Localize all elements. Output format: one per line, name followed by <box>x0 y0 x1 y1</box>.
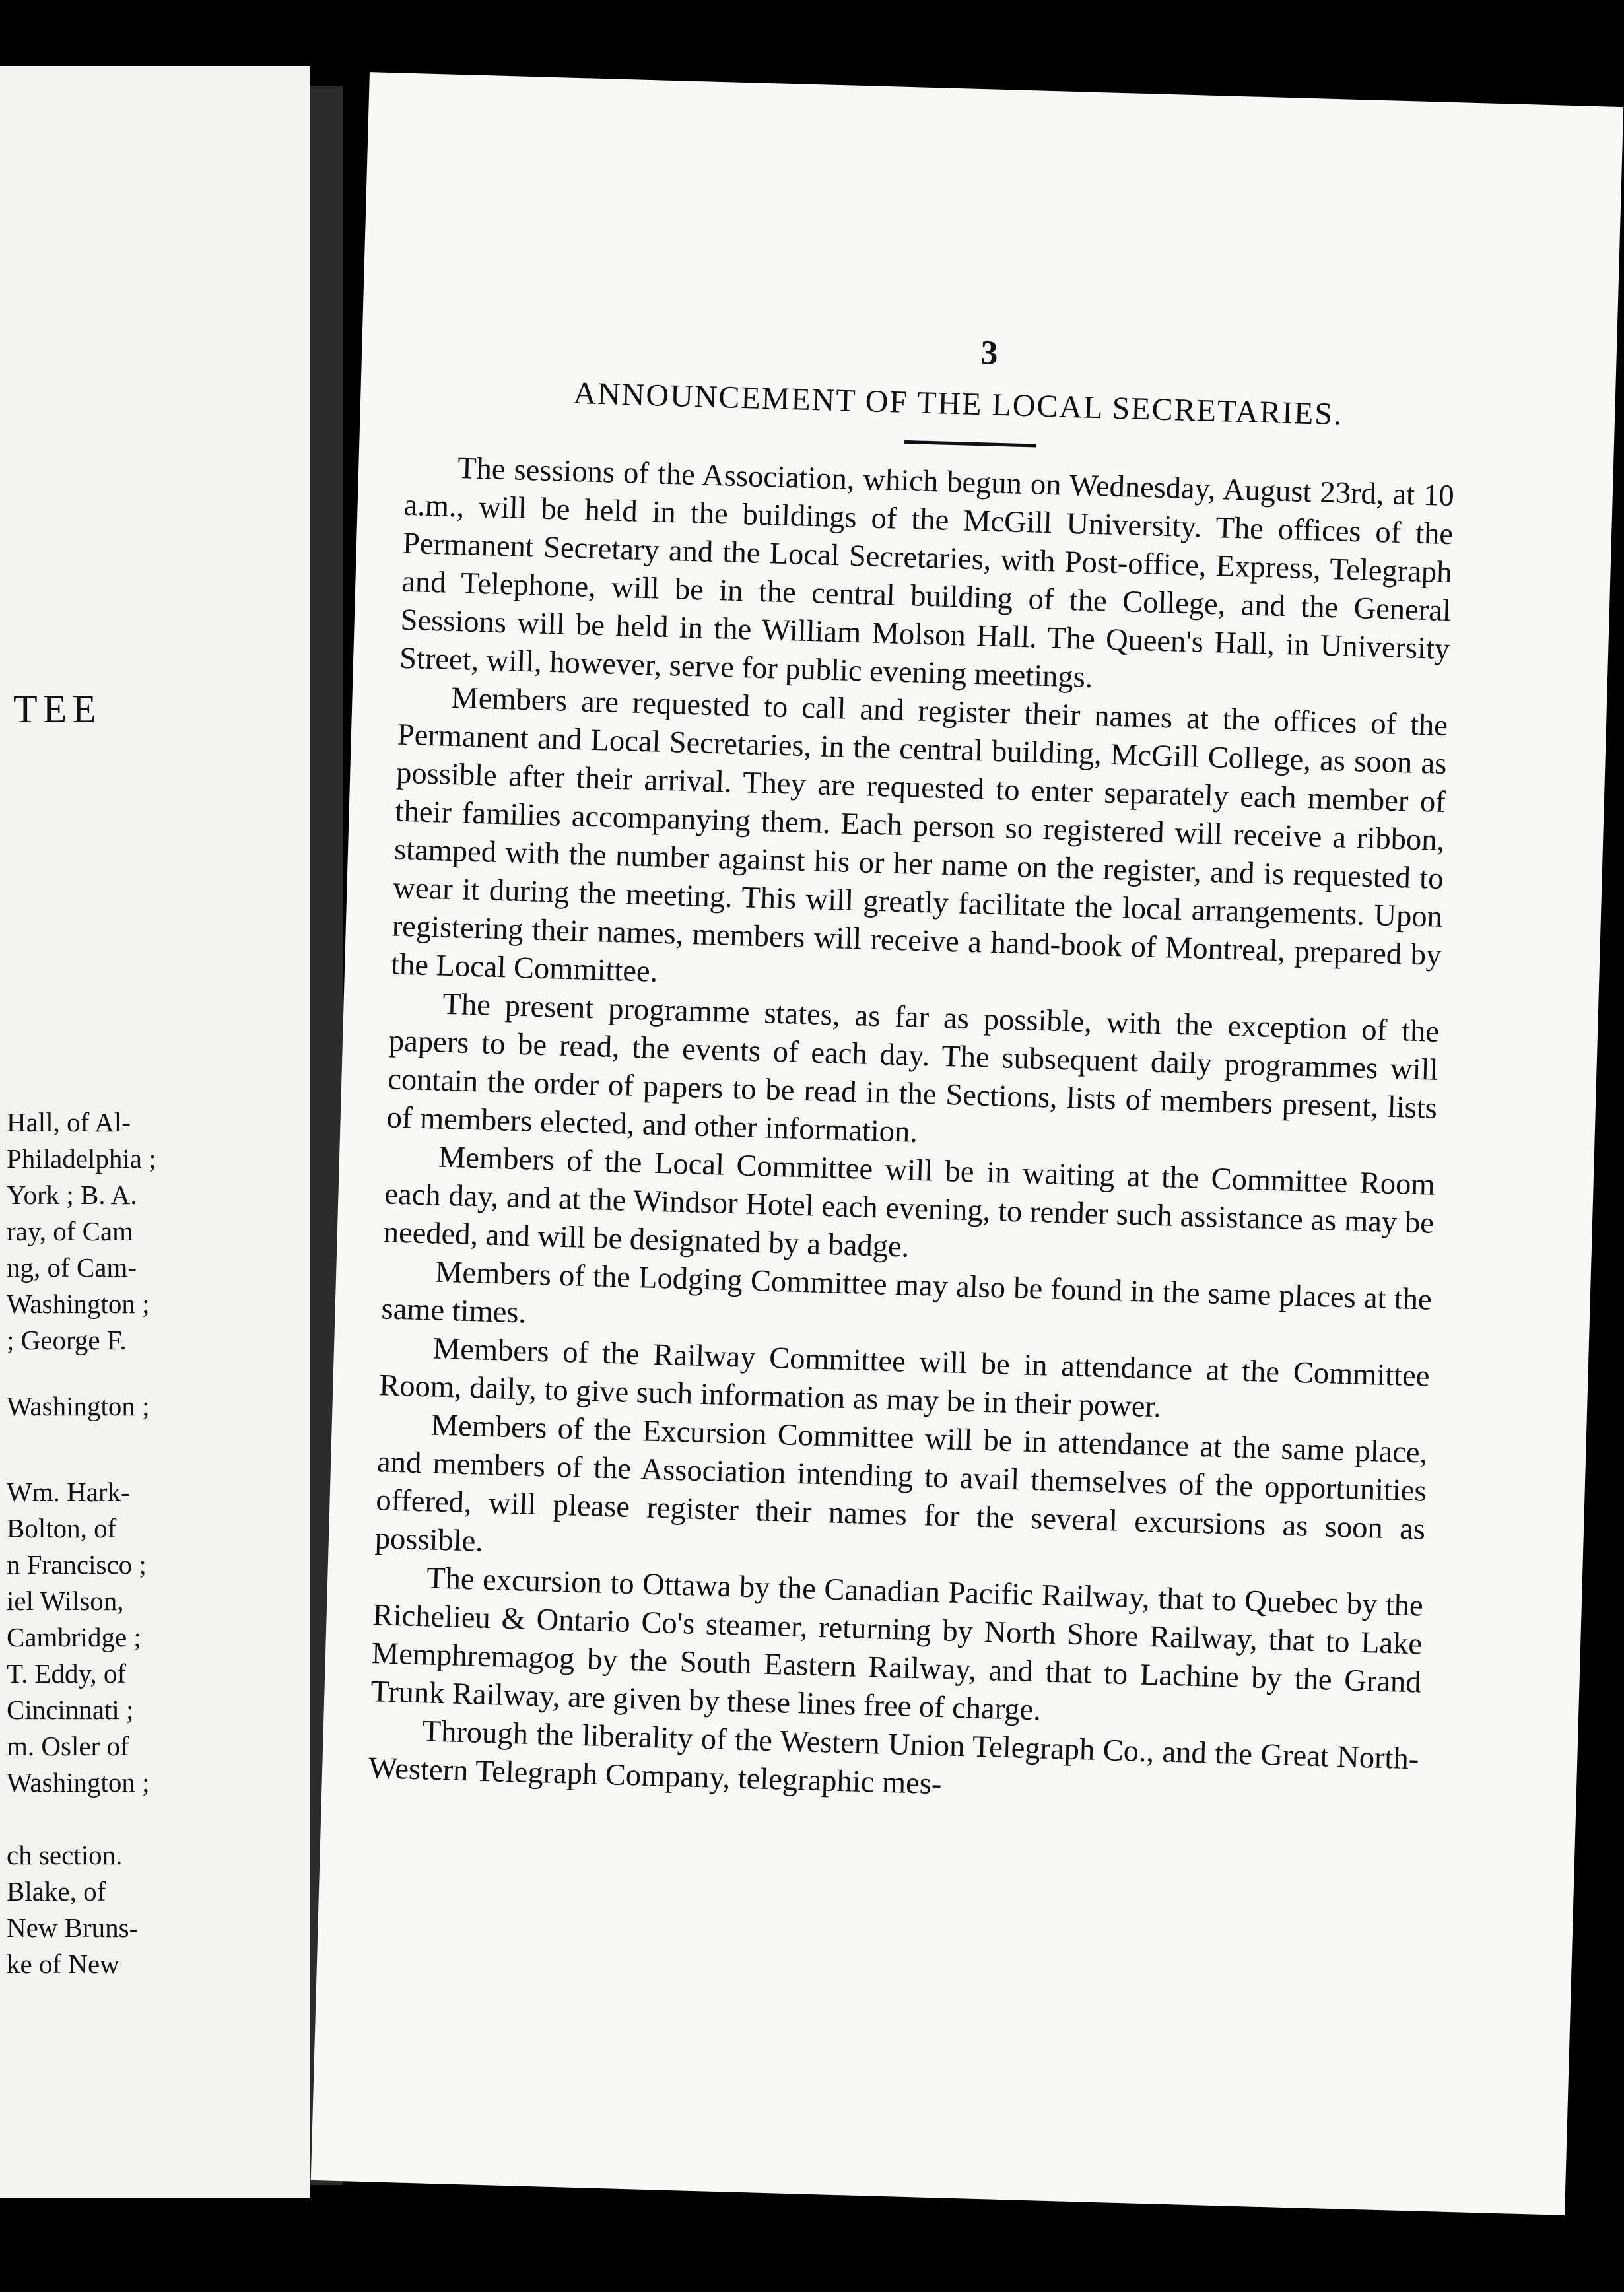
left-page-line: York ; B. A. <box>7 1180 137 1210</box>
left-page-line: New Bruns- <box>7 1912 139 1943</box>
left-page-line: Philadelphia ; <box>7 1143 156 1174</box>
paragraph: The excursion to Ottawa by the Canadian Pacific Railway, that to Quebec by the Richelieu & Ontario Co's steamer, returning by North Shore Railway, that to Lake Memphremagog by the South Eastern Railway, and that to Lachine by the Grand Trunk Railway, are given by these lines free of charge. <box>370 1561 1424 1728</box>
left-page-heading: TEE <box>13 687 102 731</box>
paragraph: Members of the Excursion Committee will be in attendance at the same place, and members of the Association intending to avail themselves of the opportunities offered, will please register their names for the several excursions as soon as possible. <box>374 1408 1428 1559</box>
left-page-line: T. Eddy, of <box>7 1658 127 1689</box>
left-page-line: iel Wilson, <box>7 1586 124 1616</box>
paragraph: The sessions of the Association, which begun on Wednesday, August 23rd, at 10 a.m., will be held in the buildings of the McGill University. The offices of the Permanent Secretary and the Local Secretaries, with Post-office, Express, Telegraph and Telephone, will be in the central building of the College, and the General Sessions will be held in the William Molson Hall. The Queen's Hall, in University Street, will, however, serve for public evening meetings. <box>399 452 1455 695</box>
left-page-line: ke of New <box>7 1949 119 1979</box>
right-page <box>311 72 1623 2215</box>
left-page-line: ch section. <box>7 1840 123 1870</box>
left-page-line: ng, of Cam- <box>7 1252 137 1283</box>
paragraph: Members of the Railway Committee will be in attendance at the Committee Room, daily, to give such information as may be in their power. <box>378 1331 1431 1425</box>
left-page-line: Cambridge ; <box>7 1622 141 1652</box>
left-page-line: Washington ; <box>7 1289 150 1319</box>
left-page-line: Cincinnati ; <box>7 1695 134 1725</box>
left-page-line: Hall, of Al- <box>7 1107 131 1137</box>
paragraph: Members are requested to call and register their names at the offices of the Permanent and Local Secretaries, in the central building, McGill College, as soon as possible after their arrival. They are requested to enter separately each member of their families accompanying them. Each person so registered will receive a ribbon, stamped with the number against his or her name on the register, and is requested to wear it during the meeting. This will greatly facilitate the local arrangements. Upon registering their names, members will receive a hand-book of Montreal, prepared by the Local Committee. <box>390 681 1448 989</box>
paragraph: Through the liberality of the Western Union Telegraph Co., and the Great North-Western Telegraph Company, telegraphic mes- <box>368 1714 1419 1802</box>
paragraph: The present programme states, as far as possible, with the exception of the papers to be read, the events of each day. The subsequent daily programmes will contain the order of papers to be read in the Sections, lists of members present, lists of members elected, and other information. <box>386 987 1440 1149</box>
left-page-line: ray, of Cam <box>7 1216 134 1246</box>
left-page-line: m. Osler of <box>7 1731 129 1761</box>
left-page-line: Washington ; <box>7 1391 150 1421</box>
left-page-line: Washington ; <box>7 1767 150 1798</box>
left-page-line: Blake, of <box>7 1876 106 1906</box>
paragraph: Members of the Local Committee will be in waiting at the Committee Room each day, and at the Windsor Hotel each evening, to render such assistance as may be needed, and will be designated by a badge. <box>383 1140 1436 1264</box>
left-page-line: Bolton, of <box>7 1513 117 1543</box>
section-title: ANNOUNCEMENT OF THE LOCAL SECRETARIES. <box>572 375 1343 432</box>
left-page <box>0 66 310 2198</box>
left-page-line: Wm. Hark- <box>7 1477 130 1507</box>
title-rule <box>904 440 1036 448</box>
body-text <box>368 448 1454 1817</box>
left-page-line: n Francisco ; <box>7 1549 147 1580</box>
page-number: 3 <box>980 334 999 372</box>
paragraph: Members of the Lodging Committee may also be found in the same places at the same times. <box>380 1255 1433 1330</box>
left-page-line: ; George F. <box>7 1325 127 1355</box>
